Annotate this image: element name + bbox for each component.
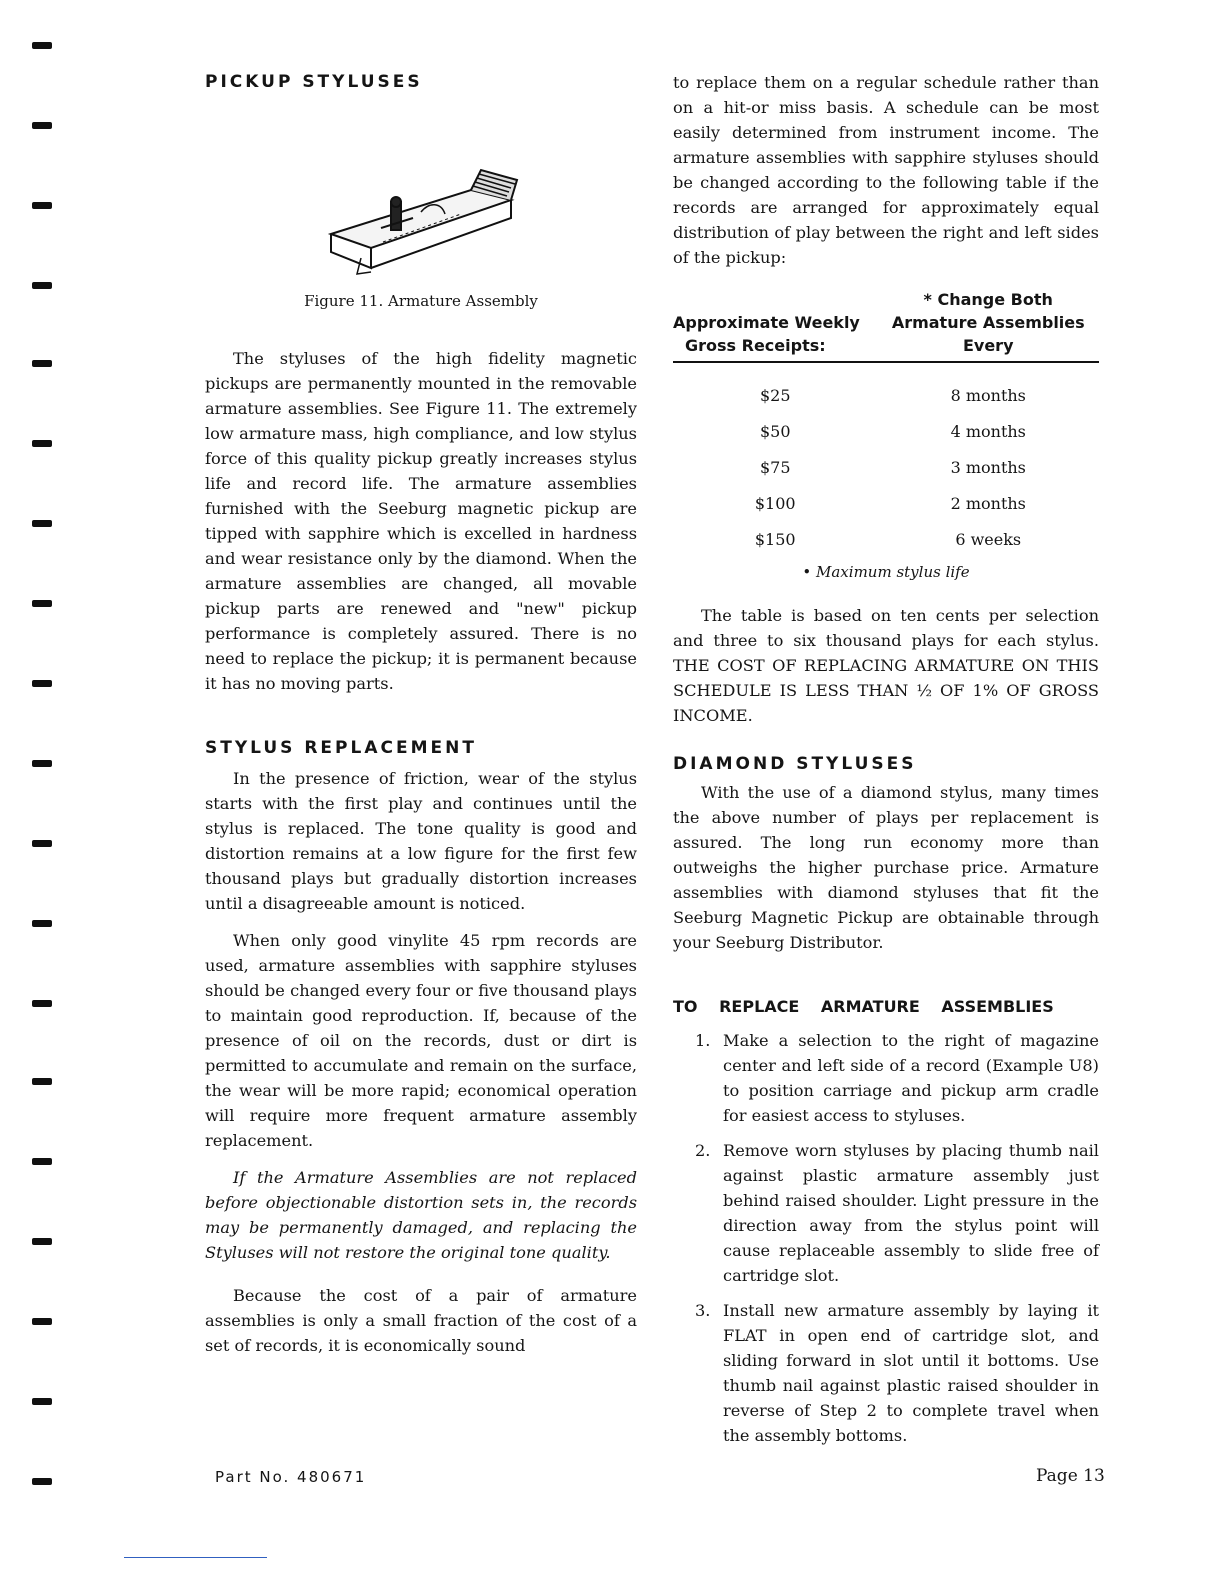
binding-mark (32, 600, 52, 607)
table-row (673, 449, 1099, 485)
step-number: 1. (695, 1031, 711, 1050)
binding-mark (32, 1318, 52, 1325)
footer-part-number: Part No. 480671 (215, 1468, 367, 1486)
replacement-schedule-table (673, 288, 1099, 557)
binding-mark (32, 920, 52, 927)
figure-caption: Figure 11. Armature Assembly (304, 292, 538, 310)
step-text: Install new armature assembly by laying it FLAT in open end of cartridge slot, and sliding forward in slot until it bottoms. Use thumb nail against plastic raised shoulder in reverse of Step 2 to complete travel when the assembly bottoms. (723, 1301, 1099, 1445)
cell-interval: 8 months (950, 385, 1026, 405)
section-heading-diamond-styluses: DIAMOND STYLUSES (673, 754, 917, 774)
left-column (205, 72, 637, 1358)
binding-mark (32, 360, 52, 367)
armature-assembly-illustration (321, 162, 521, 282)
table-row (673, 485, 1099, 521)
table-row (673, 521, 1099, 557)
header-interval-line1: * Change Both (923, 290, 1053, 309)
binding-mark (32, 1478, 52, 1485)
cell-interval: 2 months (950, 493, 1026, 513)
table-header-row (673, 288, 1099, 362)
cell-receipts: $75 (759, 457, 791, 477)
replacement-steps-list (673, 1028, 1099, 1448)
table-row (673, 413, 1099, 449)
list-item (673, 1138, 1099, 1288)
section-heading-pickup-styluses: PICKUP STYLUSES (205, 72, 423, 92)
step-text: Make a selection to the right of magazine center and left side of a record (Example U8) to position carriage and pickup arm cradle for easiest access to styluses. (723, 1031, 1099, 1125)
binding-mark (32, 760, 52, 767)
binding-mark (32, 122, 52, 129)
binding-mark (32, 680, 52, 687)
list-item (673, 1298, 1099, 1448)
cell-receipts: $100 (754, 493, 796, 513)
binding-mark (32, 440, 52, 447)
step-text: Remove worn styluses by placing thumb nail against plastic armature assembly just behind raised shoulder. Light pressure in the direction away from the stylus point will cause replaceable assembly to slide free of cartridge slot. (723, 1141, 1099, 1285)
paragraph-intro: The styluses of the high fidelity magnetic pickups are permanently mounted in the removable armature assemblies. See Figure 11. The extremely low armature mass, high compliance, and low stylus force of this quality pickup greatly increases stylus life and record life. The armature assemblies furnished with the Seeburg magnetic pickup are tipped with sapphire which is excelled in hardness and wear resistance only by the diamond. When the armature assemblies are changed, all movable pickup parts are renewed and "new" pickup performance is completely assured. There is no need to replace the pickup; it is permanent because it has no moving parts. (205, 349, 637, 693)
cell-interval: 6 weeks (955, 529, 1022, 549)
bottom-rule (124, 1557, 267, 1558)
header-receipts-line2: Gross Receipts: (685, 336, 826, 355)
list-item (673, 1028, 1099, 1128)
step-number: 2. (695, 1141, 711, 1160)
binding-mark (32, 520, 52, 527)
cell-interval: 4 months (950, 421, 1026, 441)
binding-mark (32, 42, 52, 49)
binding-mark (32, 202, 52, 209)
header-receipts-line1: Approximate Weekly (673, 313, 860, 332)
right-column (673, 70, 1099, 1458)
table-header-receipts (673, 288, 877, 362)
header-interval-line2: Armature Assemblies Every (891, 313, 1085, 355)
paragraph-diamond: With the use of a diamond stylus, many times the above number of plays per replacement is assured. The long run economy more than outweighs the higher purchase price. Armature assemblies with diamond styluses that fit the Seeburg Magnetic Pickup are obtainable through your Seeburg Distributor. (673, 783, 1099, 952)
cell-receipts: $25 (759, 385, 791, 405)
binding-mark (32, 840, 52, 847)
section-heading-stylus-replacement: STYLUS REPLACEMENT (205, 738, 477, 758)
step-number: 3. (695, 1301, 711, 1320)
table-header-interval (877, 288, 1099, 362)
binding-mark (32, 1398, 52, 1405)
paragraph-friction: In the presence of friction, wear of the stylus starts with the first play and continues until the stylus is replaced. The tone quality is good and distortion remains at a low figure for the first few thousand plays but gradually distortion increases until a disagreeable amount is noticed. (205, 769, 637, 913)
footer-page-number: Page 13 (1036, 1466, 1105, 1486)
paragraph-cost: Because the cost of a pair of armature assemblies is only a small fraction of the cost of a set of records, it is economically sound (205, 1286, 637, 1355)
binding-mark (32, 1000, 52, 1007)
cell-interval: 3 months (950, 457, 1026, 477)
binding-mark (32, 1078, 52, 1085)
binding-mark (32, 1158, 52, 1165)
figure-armature-assembly (205, 162, 637, 310)
binding-mark (32, 1238, 52, 1245)
paragraph-schedule: to replace them on a regular schedule rather than on a hit-or miss basis. A schedule can be most easily determined from instrument income. The armature assemblies with sapphire styluses should be changed according to the following table if the records are arranged for approximately equal distribution of play between the right and left sides of the pickup: (673, 73, 1099, 267)
binding-mark (32, 282, 52, 289)
cell-receipts: $50 (759, 421, 791, 441)
paragraph-table-basis: The table is based on ten cents per selection and three to six thousand plays for each stylus. THE COST OF REPLACING ARMATURE ON THIS SCHEDULE IS LESS THAN ½ OF 1% OF GROSS INCOME. (673, 606, 1099, 725)
cell-receipts: $150 (754, 529, 796, 549)
table-footnote: • Maximum stylus life (802, 563, 970, 581)
table-row (673, 377, 1099, 413)
paragraph-warning: If the Armature Assemblies are not replaced before objectionable distortion sets in, the records may be permanently damaged, and replacing the Styluses will not restore the original tone quality. (205, 1168, 637, 1262)
section-heading-replace-armature: TO REPLACE ARMATURE ASSEMBLIES (673, 997, 1054, 1016)
paragraph-vinylite: When only good vinylite 45 rpm records are used, armature assemblies with sapphire styluses should be changed every four or five thousand plays to maintain good reproduction. If, because of the presence of oil on the records, dust or dirt is permitted to accumulate and remain on the surface, the wear will be more rapid; economical operation will require more frequent armature assembly replacement. (205, 931, 637, 1150)
